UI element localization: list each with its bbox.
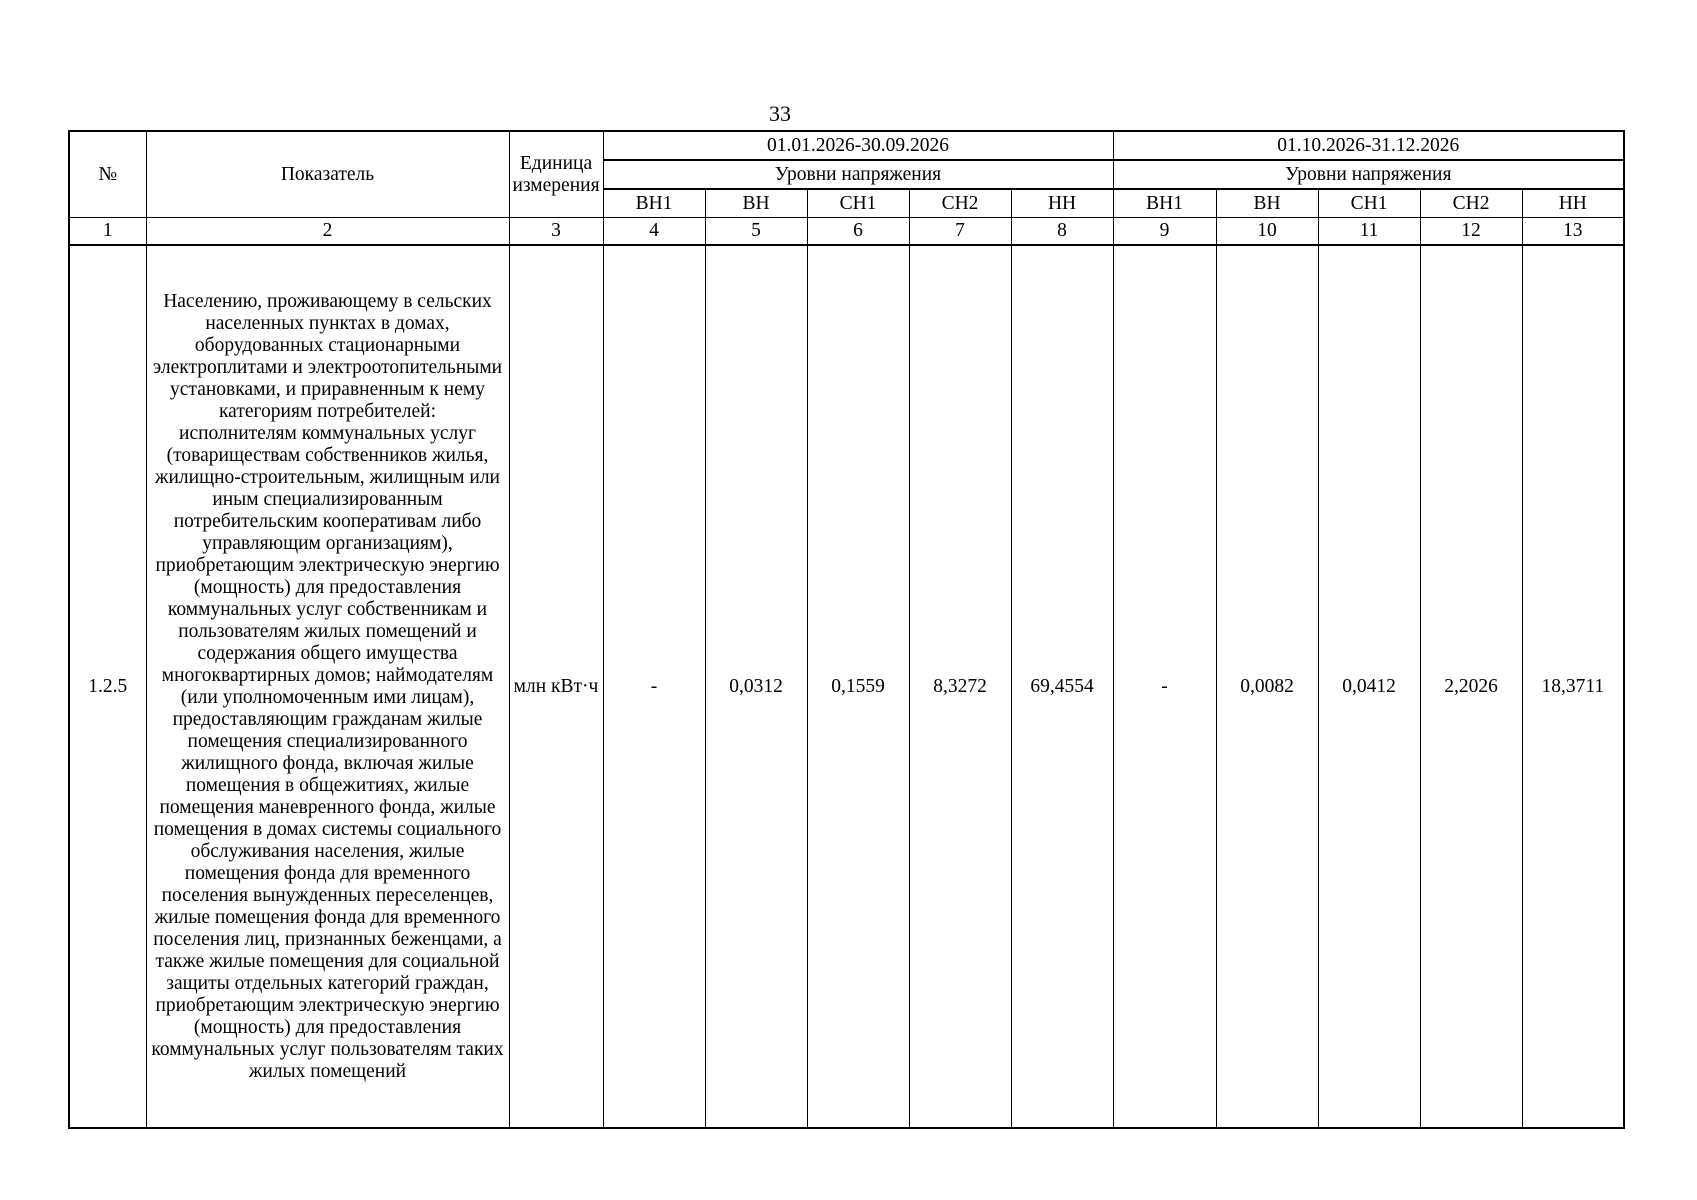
header-cell-period-1: 01.01.2026-30.09.2026 (603, 131, 1113, 160)
column-number-9: 9 (1113, 218, 1216, 246)
value-p2-sn1: 0,0412 (1318, 245, 1420, 1128)
header-row-periods (69, 131, 1624, 160)
value-p2-vn1: - (1113, 245, 1216, 1128)
column-number-8: 8 (1011, 218, 1113, 246)
column-number-13: 13 (1522, 218, 1624, 246)
row-number-cell: 1.2.5 (69, 245, 146, 1128)
value-p1-vn1: - (603, 245, 705, 1128)
indicator-paragraph-1: Населению, проживающему в сельских населенных пунктах в домах, оборудованных стационарными электроплитами и электроотопительными установками, и приравненным к нему категориям потребителей: (152, 290, 503, 422)
header-cell-p2-nn: НН (1522, 189, 1624, 218)
column-number-1: 1 (69, 218, 146, 246)
column-number-row (69, 218, 1624, 246)
value-p1-sn2: 8,3272 (909, 245, 1011, 1128)
page-number: 33 (769, 101, 791, 126)
value-p1-nn: 69,4554 (1011, 245, 1113, 1128)
indicator-paragraph-2: исполнителям коммунальных услуг (товариществам собственников жилья, жилищно-строительным, жилищным или иным специализированным потребительским кооперативам либо управляющим организациям), приобретающим электрическую энергию (мощность) для предоставления коммунальных услуг собственникам и пользователям жилых помещений и содержания общего имущества многоквартирных домов; наймодателям (или уполномоченным ими лицам), предоставляющим гражданам жилые помещения специализированного жилищного фонда, включая жилые помещения в общежитиях, жилые помещения маневренного фонда, жилые помещения в домах системы социального обслуживания населения, жилые помещения фонда для временного поселения вынужденных переселенцев, жилые помещения фонда для временного поселения лиц, признанных беженцами, а также жилые помещения для социальной защиты отдельных категорий граждан, приобретающим электрическую энергию (мощность) для предоставления коммунальных услуг пользователям таких жилых помещений (151, 422, 504, 1082)
header-cell-voltage-title-1: Уровни напряжения (603, 160, 1113, 189)
column-number-6: 6 (807, 218, 909, 246)
column-number-7: 7 (909, 218, 1011, 246)
header-cell-voltage-title-2: Уровни напряжения (1113, 160, 1624, 189)
header-cell-no: № (69, 131, 146, 218)
header-cell-p1-sn1: СН1 (807, 189, 909, 218)
value-p1-sn1: 0,1559 (807, 245, 909, 1128)
value-p2-sn2: 2,2026 (1420, 245, 1522, 1128)
column-number-3: 3 (509, 218, 603, 246)
header-cell-period-2: 01.10.2026-31.12.2026 (1113, 131, 1624, 160)
table-row (69, 245, 1624, 1128)
header-cell-p2-vn: ВН (1216, 189, 1318, 218)
unit-cell: млн кВт·ч (509, 245, 603, 1128)
header-cell-p2-sn1: СН1 (1318, 189, 1420, 218)
column-number-2: 2 (146, 218, 509, 246)
column-number-11: 11 (1318, 218, 1420, 246)
header-cell-p1-vn1: ВН1 (603, 189, 705, 218)
header-cell-p2-sn2: СН2 (1420, 189, 1522, 218)
header-cell-p1-vn: ВН (705, 189, 807, 218)
value-p2-vn: 0,0082 (1216, 245, 1318, 1128)
header-cell-indicator: Показатель (146, 131, 509, 218)
column-number-4: 4 (603, 218, 705, 246)
header-cell-p1-nn: НН (1011, 189, 1113, 218)
tariff-table (68, 130, 1625, 1129)
header-cell-unit: Единица измерения (509, 131, 603, 218)
value-p2-nn: 18,3711 (1522, 245, 1624, 1128)
indicator-cell (146, 245, 509, 1128)
header-cell-p1-sn2: СН2 (909, 189, 1011, 218)
column-number-12: 12 (1420, 218, 1522, 246)
column-number-10: 10 (1216, 218, 1318, 246)
column-number-5: 5 (705, 218, 807, 246)
header-cell-p2-vn1: ВН1 (1113, 189, 1216, 218)
value-p1-vn: 0,0312 (705, 245, 807, 1128)
